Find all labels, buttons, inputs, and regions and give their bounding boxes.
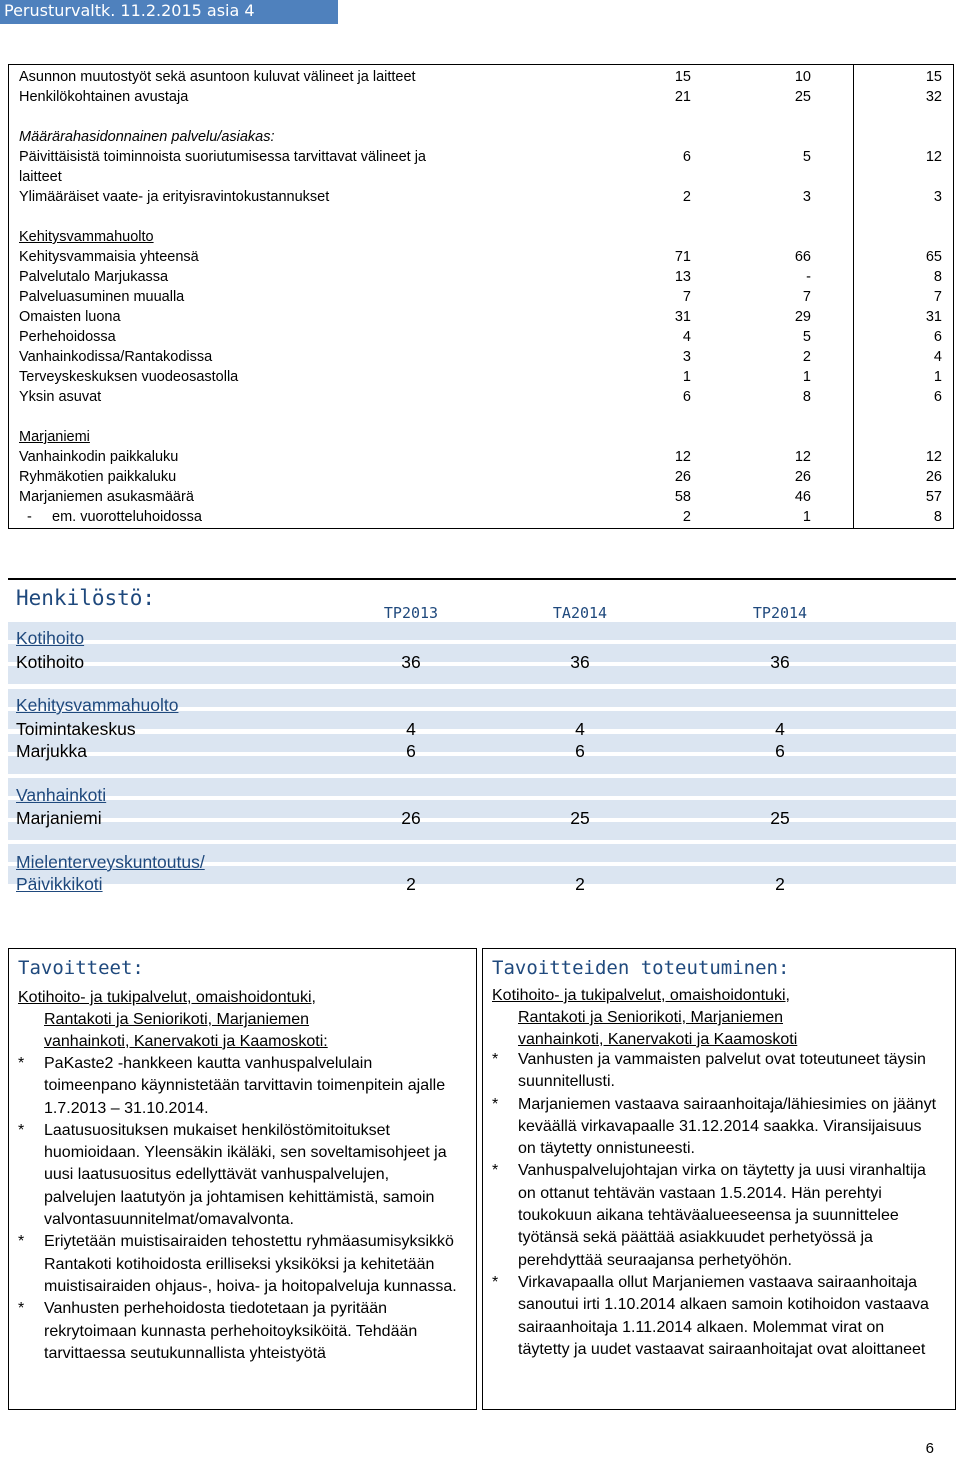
staff-row-label: Kotihoito — [16, 628, 85, 648]
stats-row — [9, 467, 953, 487]
stats-value: 7 — [802, 289, 811, 305]
stats-value: 58 — [674, 489, 691, 505]
stats-row — [9, 327, 953, 347]
stats-value: 26 — [674, 469, 691, 485]
stats-value: 10 — [794, 69, 811, 85]
stats-row-label: Perhehoidossa — [19, 329, 116, 345]
staff-value: 25 — [570, 808, 590, 828]
stats-row — [9, 447, 953, 467]
staff-row-label: Vanhainkoti — [16, 785, 107, 805]
stats-value: 31 — [674, 309, 691, 325]
stats-value: 2 — [682, 189, 691, 205]
stats-value: 5 — [802, 329, 811, 345]
staff-table — [8, 578, 956, 896]
stats-row — [9, 87, 953, 107]
stats-row-label: Palvelutalo Marjukassa — [19, 269, 169, 285]
stats-value: 8 — [933, 509, 942, 525]
staff-row-band — [8, 734, 956, 752]
stats-value: 3 — [682, 349, 691, 365]
stats-value: 4 — [682, 329, 691, 345]
staff-col-tp2014: TP2014 — [752, 604, 808, 622]
stats-row-label: Kehitysvammahuolto — [19, 229, 154, 245]
stats-value: 8 — [933, 269, 942, 285]
stats-value: 12 — [925, 149, 942, 165]
goals-subtitle-line: Kotihoito- ja tukipalvelut, omaishoidontuki, — [18, 989, 316, 1006]
goals-list — [18, 1053, 463, 1365]
stats-value: 31 — [925, 309, 942, 325]
staff-row-label: Kehitysvammahuolto — [16, 695, 179, 715]
staff-title: Henkilöstö: — [16, 586, 156, 610]
stats-value: 1 — [682, 369, 691, 385]
stats-value: 6 — [682, 149, 691, 165]
stats-value: 1 — [933, 369, 942, 385]
outcomes-subtitle-line: vanhainkoti, Kanervakoti ja Kaamoskoti — [518, 1031, 798, 1048]
stats-row-label: Palveluasuminen muualla — [19, 289, 185, 305]
stats-row — [9, 227, 953, 247]
stats-value: 29 — [794, 309, 811, 325]
stats-row — [9, 67, 953, 87]
goals-subtitle-line: vanhainkoti, Kanervakoti ja Kaamoskoti: — [44, 1033, 328, 1050]
staff-row-band — [8, 644, 956, 662]
stats-row — [9, 127, 953, 147]
stats-row — [9, 427, 953, 447]
staff-col-tp2013: TP2013 — [383, 604, 439, 622]
stats-value: 1 — [802, 509, 811, 525]
stats-row-label: Henkilökohtainen avustaja — [19, 89, 189, 105]
stats-row-label: Asunnon muutostyöt sekä asuntoon kuluvat välineet ja laitteet — [19, 69, 416, 85]
header-bar — [0, 0, 338, 24]
staff-value: 36 — [770, 652, 790, 672]
staff-value: 2 — [406, 874, 416, 894]
staff-value: 6 — [775, 741, 785, 761]
stats-row — [9, 507, 953, 527]
stats-row — [9, 187, 953, 207]
staff-value: 36 — [401, 652, 421, 672]
stats-value: 26 — [925, 469, 942, 485]
staff-value: 2 — [575, 874, 585, 894]
stats-value: 57 — [925, 489, 942, 505]
outcomes-subtitle-line: Rantakoti ja Seniorikoti, Marjaniemen — [518, 1009, 784, 1026]
stats-row — [9, 287, 953, 307]
stats-row-label: Yksin asuvat — [19, 389, 102, 405]
stats-row — [9, 387, 953, 407]
staff-row-band — [8, 778, 956, 796]
outcome-item: * Vanhuspalvelujohtajan virka on täytetty ja uusi viranhaltija on ottanut tehtävän vastaan 1.5.2014. Hän perehtyi toukokuun aikana tehtäväalueeseensa ja suunnittelee työtänsä sekä päättää asiakkuudet perhetyössä ja perehdyttää seuraajansa perhetyöhön. — [492, 1160, 937, 1271]
stats-value: 66 — [794, 249, 811, 265]
outcome-item: * Vanhusten ja vammaisten palvelut ovat toteutuneet täysin suunnitellusti. — [492, 1049, 937, 1094]
goal-item: * Vanhusten perhehoidosta tiedotetaan ja pyritään rekrytoimaan kunnasta perhehoitoyksiköitä. Tehdään tarvittaessa seutukunnallista yhteistyötä — [18, 1298, 463, 1365]
stats-value: 7 — [682, 289, 691, 305]
stats-value: 46 — [794, 489, 811, 505]
goals-box — [8, 948, 477, 1410]
goals-title: Tavoitteet: — [18, 957, 144, 979]
stats-value: 13 — [674, 269, 691, 285]
stats-value: 8 — [802, 389, 811, 405]
stats-value: 3 — [933, 189, 942, 205]
page-number: 6 — [925, 1440, 934, 1457]
stats-value: 6 — [933, 329, 942, 345]
stats-row-label: Määrärahasidonnainen palvelu/asiakas: — [19, 129, 275, 145]
goal-item: * Laatusuosituksen mukaiset henkilöstömitoitukset huomioidaan. Yleensäkin ikäläki, sen soveltamisohjeet ja uusi laatusuositus edellyttävät vanhuspalvelujen, palvelujen laatutyön ja johtamisen kehittämistä, samoin valvontasuunnitelmat/omavalvonta. — [18, 1120, 463, 1231]
staff-row-label: Toimintakeskus — [16, 719, 136, 739]
statistics-table — [8, 64, 954, 529]
stats-value: 7 — [933, 289, 942, 305]
stats-row-label: Ylimääräiset vaate- ja erityisravintokustannukset — [19, 189, 330, 205]
stats-value: 5 — [802, 149, 811, 165]
stats-row — [9, 247, 953, 267]
stats-row — [9, 347, 953, 367]
staff-row-label: Marjaniemi — [16, 808, 102, 828]
stats-row — [9, 307, 953, 327]
goals-subtitle — [18, 987, 458, 1053]
staff-row-band — [8, 756, 956, 774]
stats-row — [9, 367, 953, 387]
staff-row-band — [8, 622, 956, 640]
stats-value: 65 — [925, 249, 942, 265]
stats-row-label: Marjaniemi — [19, 429, 90, 445]
stats-value: 26 — [794, 469, 811, 485]
staff-row-label: Mielenterveyskuntoutus/ — [16, 852, 205, 872]
stats-value: 12 — [925, 449, 942, 465]
stats-row-label: laitteet — [19, 169, 62, 185]
stats-value: 12 — [674, 449, 691, 465]
staff-row-label: Kotihoito — [16, 652, 85, 672]
stats-row-label: Vanhainkodissa/Rantakodissa — [19, 349, 213, 365]
stats-row-label: Vanhainkodin paikkaluku — [19, 449, 179, 465]
stats-value: 71 — [674, 249, 691, 265]
staff-value: 4 — [406, 719, 416, 739]
stats-row-label: Kehitysvammaisia yhteensä — [19, 249, 199, 265]
stats-row — [9, 487, 953, 507]
goals-subtitle-line: Rantakoti ja Seniorikoti, Marjaniemen — [44, 1011, 310, 1028]
stats-row-label: Terveyskeskuksen vuodeosastolla — [19, 369, 239, 385]
stats-row-label: - em. vuorotteluhoidossa — [19, 509, 202, 525]
stats-value: 15 — [925, 69, 942, 85]
stats-value: 4 — [933, 349, 942, 365]
staff-value: 25 — [770, 808, 790, 828]
staff-row-band — [8, 822, 956, 840]
document-header: Perusturvaltk. 11.2.2015 asia 4 — [4, 1, 255, 20]
stats-value: 32 — [925, 89, 942, 105]
staff-value: 4 — [775, 719, 785, 739]
stats-row-label: Päivittäisistä toiminnoista suoriutumisessa tarvittavat välineet ja — [19, 149, 426, 165]
staff-row-label: Päivikkikoti — [16, 874, 103, 894]
stats-row — [9, 167, 953, 187]
stats-value: 15 — [674, 69, 691, 85]
stats-row-label: Marjaniemen asukasmäärä — [19, 489, 194, 505]
outcome-item: * Virkavapaalla ollut Marjaniemen vastaava sairaanhoitaja sanoutui irti 1.10.2014 alkaen samoin kotihoidon vastaava sairaanhoitaja 1.11.2014 alkaen. Molemmat virat on täytetty ja uudet vastaavat sairaanhoitajat ovat aloittaneet — [492, 1272, 937, 1361]
outcomes-box — [482, 948, 956, 1410]
stats-value: 25 — [794, 89, 811, 105]
stats-value: 1 — [802, 369, 811, 385]
outcomes-list — [492, 1049, 937, 1361]
staff-col-ta2014: TA2014 — [552, 604, 608, 622]
stats-value: 3 — [802, 189, 811, 205]
stats-value: - — [806, 269, 811, 285]
staff-value: 6 — [575, 741, 585, 761]
stats-row — [9, 267, 953, 287]
stats-value: 6 — [933, 389, 942, 405]
goal-item: * Eriytetään muistisairaiden tehostettu ryhmäasumisyksikkö Rantakoti kotihoidosta erilliseksi yksiköksi ja kehitetään muistisairaiden ohjaus-, hoiva- ja hoitopalveluja kunnassa. — [18, 1231, 463, 1298]
goal-item: * PaKaste2 -hankkeen kautta vanhuspalvelulain toimeenpano käynnistetään tarvittavin toimenpitein ajalle 1.7.2013 – 31.10.2014. — [18, 1053, 463, 1120]
outcome-item: * Marjaniemen vastaava sairaanhoitaja/lähiesimies on jäänyt keväällä virkavapaalle 31.12.2014 saakka. Viransijaisuus on täytetty onnistuneesti. — [492, 1094, 937, 1161]
stats-row-label: Omaisten luona — [19, 309, 121, 325]
staff-top-rule — [8, 578, 956, 580]
stats-value: 12 — [794, 449, 811, 465]
staff-value: 2 — [775, 874, 785, 894]
staff-value: 6 — [406, 741, 416, 761]
outcomes-subtitle — [492, 985, 932, 1051]
stats-value: 2 — [682, 509, 691, 525]
staff-row-band — [8, 666, 956, 684]
stats-value: 2 — [802, 349, 811, 365]
outcomes-title: Tavoitteiden toteutuminen: — [492, 957, 790, 979]
outcomes-subtitle-line: Kotihoito- ja tukipalvelut, omaishoidontuki, — [492, 987, 790, 1004]
stats-row — [9, 147, 953, 167]
staff-value: 36 — [570, 652, 590, 672]
staff-row-band — [8, 800, 956, 818]
stats-value: 21 — [674, 89, 691, 105]
stats-row-label: Ryhmäkotien paikkaluku — [19, 469, 177, 485]
stats-value: 6 — [682, 389, 691, 405]
staff-value: 26 — [401, 808, 421, 828]
staff-value: 4 — [575, 719, 585, 739]
staff-row-label: Marjukka — [16, 741, 87, 761]
